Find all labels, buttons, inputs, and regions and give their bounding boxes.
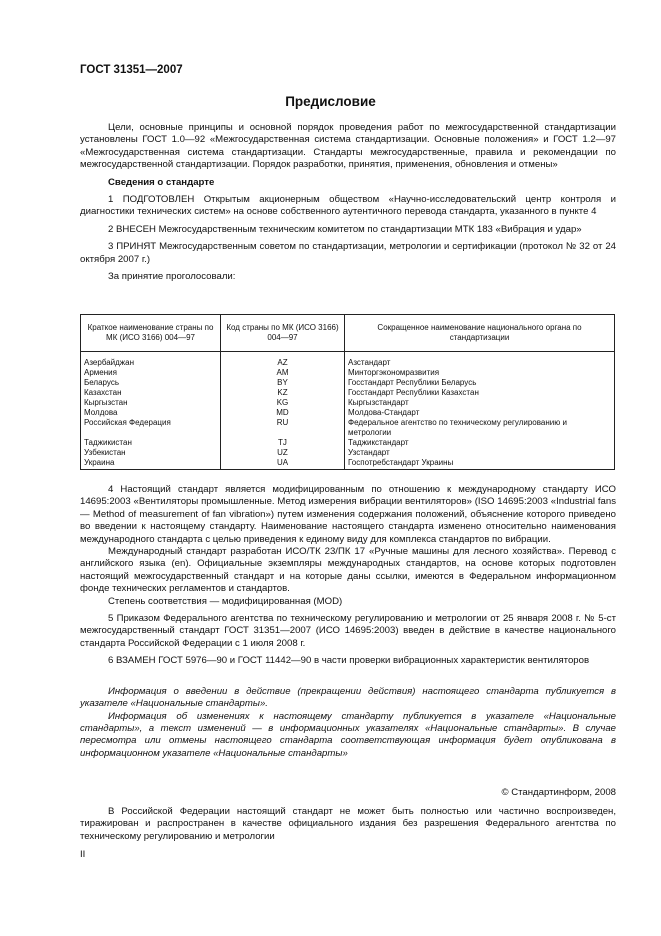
country-cell: Казахстан [81,388,221,398]
voting-countries-table [80,314,615,470]
table-row [81,388,615,398]
item-3-paragraph: 3 ПРИНЯТ Межгосударственным советом по стандартизации, метрологии и сертификации (протокол № 32 от 24 октября 2007 г.) [80,241,616,265]
body-cell: Таджикстандарт [345,438,615,448]
table-row [81,418,615,438]
code-cell: UZ [221,448,345,458]
code-cell: MD [221,408,345,418]
column-header-body: Сокращенное наименование национального органа по стандартизации [345,315,615,352]
item-4-paragraph: 4 Настоящий стандарт является модифицированным по отношению к международному стандарту ИСО 14695:2003 «Вентиляторы промышленные. Метод измерения вибрации вентиляторов» (ISO 14695:2003 «Industrial fans — Method of measurement of fan vibration») путем изменения содержания положений, объяснение которого приведено во введении к настоящему стандарту. Наименование настоящего стандарта изменено относительно наименования международного стандарта с целью приведения к единому виду для комплекса стандартов по вибрации. [80,484,616,545]
body-cell: Госстандарт Республики Беларусь [345,378,615,388]
item-2-paragraph: 2 ВНЕСЕН Межгосударственным техническим комитетом по стандартизации МТК 183 «Вибрация и удар» [108,223,582,235]
body-cell: Узстандарт [345,448,615,458]
country-cell: Таджикистан [81,438,221,448]
country-cell: Узбекистан [81,448,221,458]
intro-paragraph: Цели, основные принципы и основной порядок проведения работ по межгосударственной стандартизации установлены ГОСТ 1.0—92 «Межгосударственная система стандартизации. Основные положения» и ГОСТ 1.2—97 «Межгосударственная система стандартизации. Стандарты межгосударственные, правила и рекомендации по межгосударственной стандартизации. Порядок разработки, принятия, применения, обновления и отмены» [80,122,616,171]
table-row [81,368,615,378]
rights-block [80,806,616,843]
column-header-code: Код страны по МК (ИСО 3166) 004—97 [221,315,345,352]
table-row [81,438,615,448]
item-1-paragraph: 1 ПОДГОТОВЛЕН Открытым акционерным обществом «Научно-исследовательский центр контроля и диагностики технических систем» на основе собственного аутентичного перевода стандарта, указанного в пункте 4 [80,194,616,218]
code-cell: BY [221,378,345,388]
page-title: Предисловие [285,94,376,109]
copyright-line: © Стандартинформ, 2008 [501,787,616,798]
country-cell: Кыргызстан [81,398,221,408]
country-cell: Беларусь [81,378,221,388]
code-cell: KG [221,398,345,408]
body-cell: Молдова-Стандарт [345,408,615,418]
item-6-paragraph: 6 ВЗАМЕН ГОСТ 5976—90 и ГОСТ 11442—90 в части проверки вибрационных характеристик вентиляторов [108,655,590,667]
item-4-conformity-paragraph: Степень соответствия — модифицированная (MOD) [108,595,343,607]
table-row [81,448,615,458]
country-cell: Азербайджан [81,352,221,369]
vote-caption: За принятие проголосовали: [108,271,236,283]
amendments-note: Информация об изменениях к настоящему стандарту публикуется в указателе «Национальные стандарты», а текст изменений — в информационных указателях «Национальные стандарты». В случае пересмотра или отмены настоящего стандарта соответствующая информация будет опубликована в информационном указателе «Национальные стандарты» [80,710,616,759]
country-cell: Молдова [81,408,221,418]
body-cell: Минторгэкономразвития [345,368,615,378]
section-heading: Сведения о стандарте [108,176,215,188]
code-cell: AM [221,368,345,378]
table-row [81,352,615,369]
item-4-origin-paragraph: Международный стандарт разработан ИСО/ТК 23/ПК 17 «Ручные машины для лесного хозяйства». Перевод с английского языка (en). Официальные экземпляры международных стандартов, на основе которых подготовлен настоящий межгосударственный стандарт и на которые даны ссылки, имеются в Федеральном информационном фонде технических регламентов и стандартов. [80,546,616,595]
table-row [81,458,615,470]
publication-note: Информация о введении в действие (прекращении действия) настоящего стандарта публикуется в указателе «Национальные стандарты». [80,685,616,710]
country-cell: Российская Федерация [81,418,221,438]
column-header-country: Краткое наименование страны по МК (ИСО 3166) 004—97 [81,315,221,352]
body-cell: Азстандарт [345,352,615,369]
code-cell: AZ [221,352,345,369]
body-cell: Госстандарт Республики Казахстан [345,388,615,398]
code-cell: TJ [221,438,345,448]
code-cell: UA [221,458,345,470]
body-cell: Госпотребстандарт Украины [345,458,615,470]
code-cell: RU [221,418,345,438]
code-cell: KZ [221,388,345,398]
country-cell: Украина [81,458,221,470]
body-cell: Кыргызстандарт [345,398,615,408]
rights-paragraph: В Российской Федерации настоящий стандарт не может быть полностью или частично воспроизведен, тиражирован и распространен в качестве официального издания без разрешения Федерального агентства по техническому регулированию и метрологии [80,806,616,842]
table-row [81,408,615,418]
country-cell: Армения [81,368,221,378]
page-number: II [80,849,86,860]
front-matter-top [80,122,616,283]
item-5-paragraph: 5 Приказом Федерального агентства по техническому регулированию и метрологии от 25 января 2008 г. № 5-ст межгосударственный стандарт ГОСТ 31351—2007 (ИСО 14695:2003) введен в действие в качестве национального стандарта Российской Федерации с 1 июля 2008 г. [80,613,616,649]
table-header-row [81,315,615,352]
document-code-header: ГОСТ 31351—2007 [80,64,183,76]
table-row [81,398,615,408]
body-cell: Федеральное агентство по техническому регулированию и метрологии [345,418,615,438]
table-row [81,378,615,388]
front-matter-bottom [80,484,616,760]
